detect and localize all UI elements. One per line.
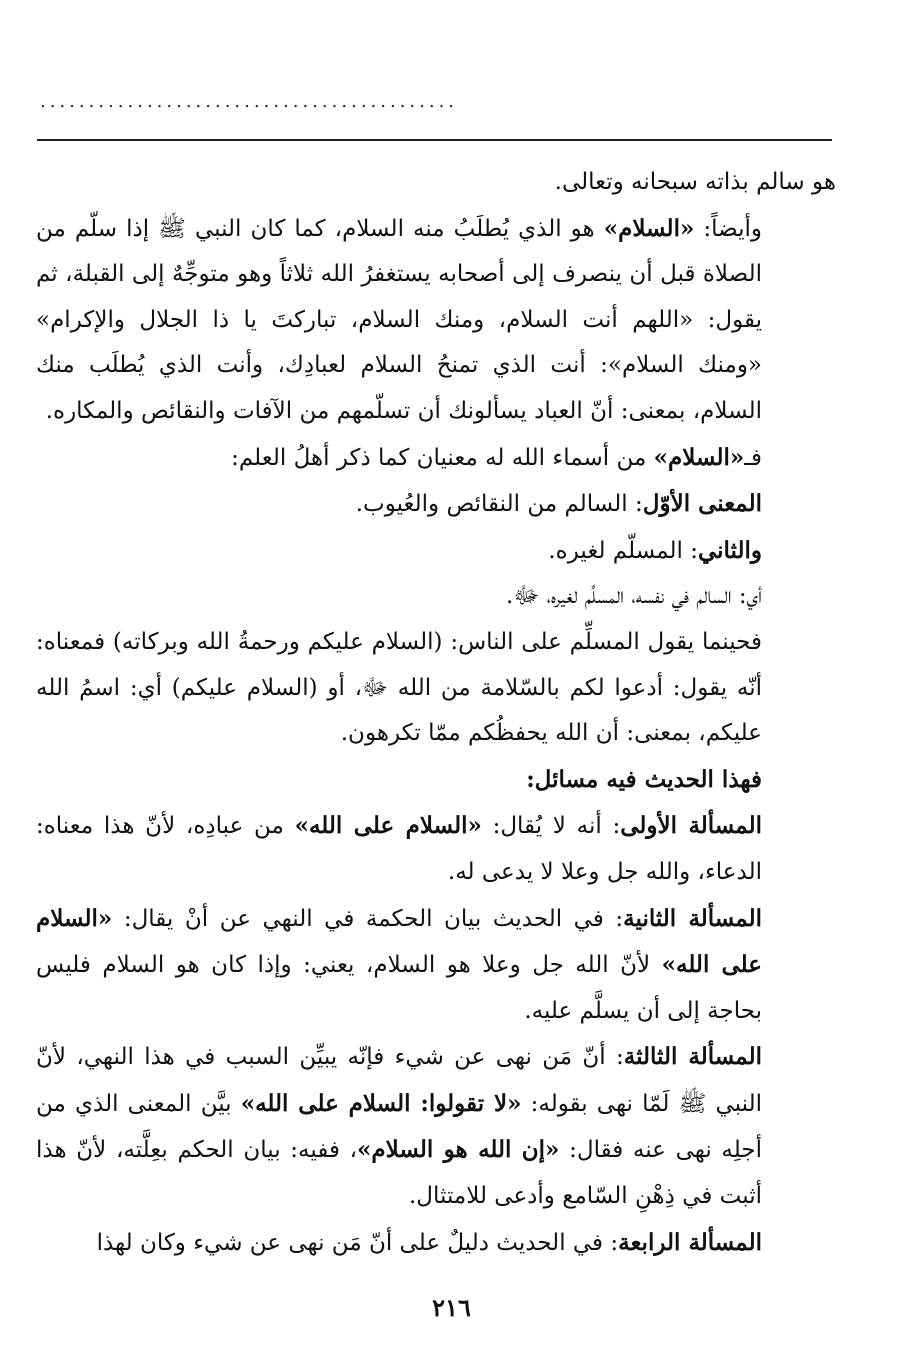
text-run: : السالم من النقائص والعُيوب. (355, 491, 643, 518)
text-run: : في الحديث بيان الحكمة في النهي عن أنْ يقال: (112, 905, 624, 932)
text-run: هو الذي يُطلَبُ منه السلام، كما كان النبي ﷺ إذا سلّم من الصلاة قبل أن ينصرف إلى أصحابه يستغفرُ الله ثلاثاً وهو متوجِّهٌ إلى القبلة، ثم يقول: «اللهم أنت السلام، ومنك السلام، تباركتَ يا ذا الجلال والإكرام» «ومنك السلام»: أنت الذي تمنحُ السلام لعبادِك، وأنت الذي يُطلَب منك السلام، بمعنى: أنّ العباد يسألونك أن تسلّمهم من الآفات والنقائص والمكاره. (36, 215, 762, 424)
paragraph (36, 757, 836, 804)
bold-text: «السلام» (603, 214, 695, 242)
text-run: : في الحديث دليلٌ على أنّ مَن نهى عن شيء وكان لهذا (96, 1229, 619, 1256)
text-run: : أنّ مَن نهى عن شيء فإنّه يبيِّن السبب في هذا النهي، لأنّ النبي ﷺ لَمّا نهى بقوله: (36, 1044, 763, 1117)
bold-text: المسألة الثالثة (623, 1043, 762, 1071)
header-rule (37, 139, 832, 141)
text-run: وأيضاً: (694, 215, 762, 242)
bold-text: «لا تقولوا: السلام على الله» (240, 1089, 522, 1117)
paragraph (36, 803, 836, 895)
paragraph (36, 574, 836, 620)
paragraph (36, 206, 836, 435)
bold-text: فهذا الحديث فيه مسائل: (526, 765, 762, 793)
paragraph (36, 1034, 836, 1219)
bold-text: «السلام على الله» (294, 812, 482, 840)
text-run: بيَّن المعنى الذي من أجلِه نهى عنه فقال: (36, 1090, 762, 1164)
bold-text: «السلام» (653, 443, 745, 471)
paragraph (36, 896, 836, 1035)
text-run: : أنه لا يُقال: (481, 813, 621, 840)
header-dotted-line: ........................................... (40, 92, 459, 112)
bold-text: المعنى الأوّل (642, 490, 762, 518)
paragraph (36, 435, 836, 482)
page-body (36, 160, 836, 1266)
paragraph (36, 1220, 836, 1267)
text-run: أي: السالم في نفسه، المسلِّم لغيره، ﷻ. (506, 583, 762, 610)
paragraph (36, 160, 836, 206)
page-number: ٢١٦ (432, 1293, 471, 1322)
bold-text: المسألة الرابعة (618, 1228, 762, 1256)
bold-text: المسألة الثانية (623, 904, 763, 932)
text-run: من عبادِه، لأنّ هذا معناه: الدعاء، والله جل وعلا لا يدعى له. (36, 813, 762, 885)
paragraph (36, 481, 836, 528)
text-run: فحينما يقول المسلِّم على الناس: (السلام عليكم ورحمةُ الله وبركاته) فمعناه: أنّه يقول: أدعوا لكم بالسّلامة من الله ﷻ، أو (السلام عليكم) أي: اسمُ الله عليكم، بمعنى: أن الله يحفظُكم ممّا تكرهون. (36, 628, 762, 747)
paragraph (36, 620, 836, 757)
bold-text: المسألة الأولى (620, 812, 762, 840)
bold-text: والثاني (697, 536, 762, 564)
bold-text: «إن الله هو السلام» (357, 1136, 560, 1164)
text-run: هو سالم بذاته سبحانه وتعالى. (554, 169, 836, 195)
bold-text: «السلام على الله» (36, 904, 763, 979)
text-run: فـ (744, 444, 762, 471)
text-run: لأنّ الله جل وعلا هو السلام، يعني: وإذا كان هو السلام فليس بحاجة إلى أن يسلَّم عليه. (36, 952, 762, 1024)
text-run: من أسماء الله له معنيان كما ذكر أهلُ العلم: (231, 444, 654, 471)
paragraph (36, 528, 836, 575)
text-run: : المسلّم لغيره. (548, 537, 698, 564)
text-run: ، ففيه: بيان الحكم بعِلَّته، لأنّ هذا أثبت في ذِهْنِ السّامع وأدعى للامتثال. (36, 1137, 762, 1210)
